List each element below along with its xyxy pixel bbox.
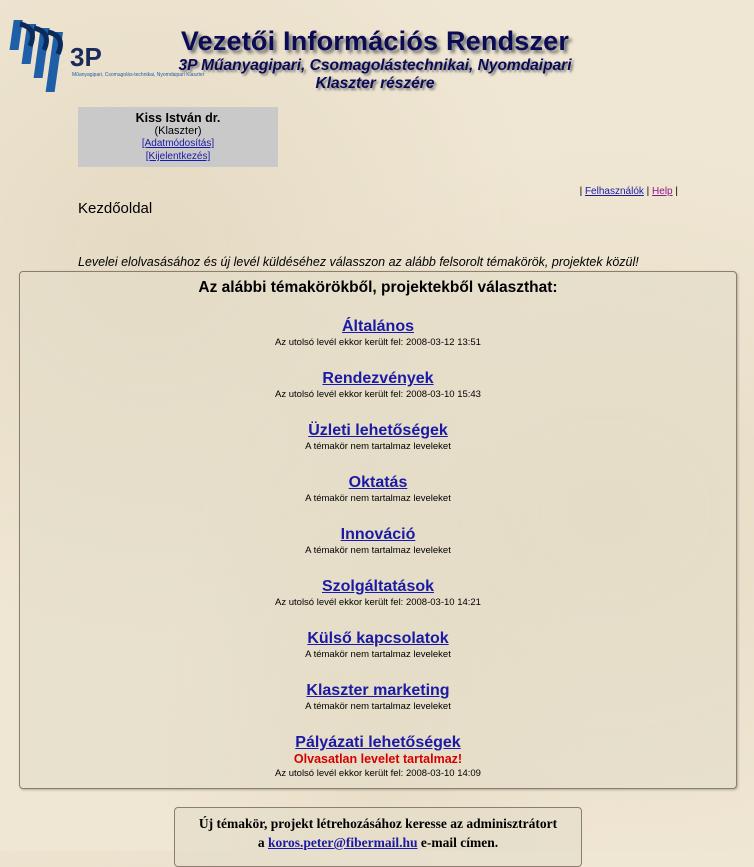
users-link[interactable]: Felhasználók — [584, 186, 644, 197]
logout-link[interactable]: [Kijelentkezés] — [145, 151, 211, 162]
user-role: (Klaszter) — [154, 125, 202, 137]
topic-link-oktatas[interactable]: Oktatás — [348, 474, 408, 491]
top-links: | Felhasználók | Help | — [579, 186, 678, 197]
topic-info: A témakör nem tartalmaz leveleket — [305, 545, 451, 556]
logo-text: 3P — [70, 42, 102, 72]
unread-notice: Olvasatlan levelet tartalmaz! — [293, 752, 463, 766]
topics-heading: Az alábbi témakörökből, projektekből választhat: — [198, 279, 558, 296]
email-prefix: a — [257, 835, 265, 850]
topic-link-palyazati-lehetosegek[interactable]: Pályázati lehetőségek — [295, 734, 461, 751]
topic-info: A témakör nem tartalmaz leveleket — [305, 441, 451, 452]
logo-tagline: Műanyagipari, Csomagolás-technikai, Nyomdaipari Klaszter — [72, 72, 205, 78]
topic-item — [20, 422, 736, 453]
header — [160, 26, 590, 93]
topic-item — [20, 474, 736, 505]
admin-contact-line: Új témakör, projekt létrehozásához keresse az adminisztrátort — [198, 816, 558, 831]
intro-text: Levelei elolvasásához és új levél küldéséhez válasszon az alább felsorolt témakörök, projektek közül! — [78, 255, 639, 269]
user-name: Kiss István dr. — [135, 111, 221, 125]
page-title: Kezdőoldal — [78, 200, 153, 217]
topic-item — [20, 734, 736, 780]
topic-item — [20, 682, 736, 713]
topic-link-rendezvenyek[interactable]: Rendezvények — [322, 370, 434, 387]
topic-info: Az utolsó levél ekkor került fel: 2008-03-10 14:21 — [275, 597, 481, 608]
admin-email-link[interactable]: koros.peter@fibermail.hu — [267, 835, 418, 850]
logo — [10, 18, 205, 96]
topic-item — [20, 578, 736, 609]
topic-info: Az utolsó levél ekkor került fel: 2008-03-10 15:43 — [275, 389, 481, 400]
page-header-title: Vezetői Információs Rendszer — [180, 26, 570, 56]
topic-info: A témakör nem tartalmaz leveleket — [305, 649, 451, 660]
topic-info: A témakör nem tartalmaz leveleket — [305, 701, 451, 712]
email-suffix: e-mail címen. — [420, 835, 499, 850]
topic-item — [20, 370, 736, 401]
header-subtitle-1: 3P Műanyagipari, Csomagolástechnikai, Nyomdaipari — [178, 57, 572, 74]
topic-info: A témakör nem tartalmaz leveleket — [305, 493, 451, 504]
topic-item — [20, 630, 736, 661]
header-subtitle-2: Klaszter részére — [315, 75, 435, 92]
topic-info: Az utolsó levél ekkor került fel: 2008-03-12 13:51 — [275, 337, 481, 348]
topic-item — [20, 526, 736, 557]
topics-panel — [19, 271, 737, 789]
admin-contact-box — [174, 807, 582, 867]
topic-link-innovacio[interactable]: Innováció — [340, 526, 416, 543]
user-panel — [78, 107, 278, 167]
topic-link-altalanos[interactable]: Általános — [341, 318, 414, 335]
topic-link-uzleti-lehetosegek[interactable]: Üzleti lehetőségek — [308, 422, 448, 439]
topic-link-klaszter-marketing[interactable]: Klaszter marketing — [306, 682, 450, 699]
edit-profile-link[interactable]: [Adatmódosítás] — [141, 138, 215, 149]
topic-info: Az utolsó levél ekkor került fel: 2008-03-10 14:09 — [275, 768, 481, 779]
topic-item — [20, 318, 736, 349]
admin-email-line — [175, 833, 581, 852]
help-link[interactable]: Help — [652, 186, 673, 197]
topic-link-szolgaltatasok[interactable]: Szolgáltatások — [321, 578, 435, 595]
topic-link-kulso-kapcsolatok[interactable]: Külső kapcsolatok — [307, 630, 449, 647]
